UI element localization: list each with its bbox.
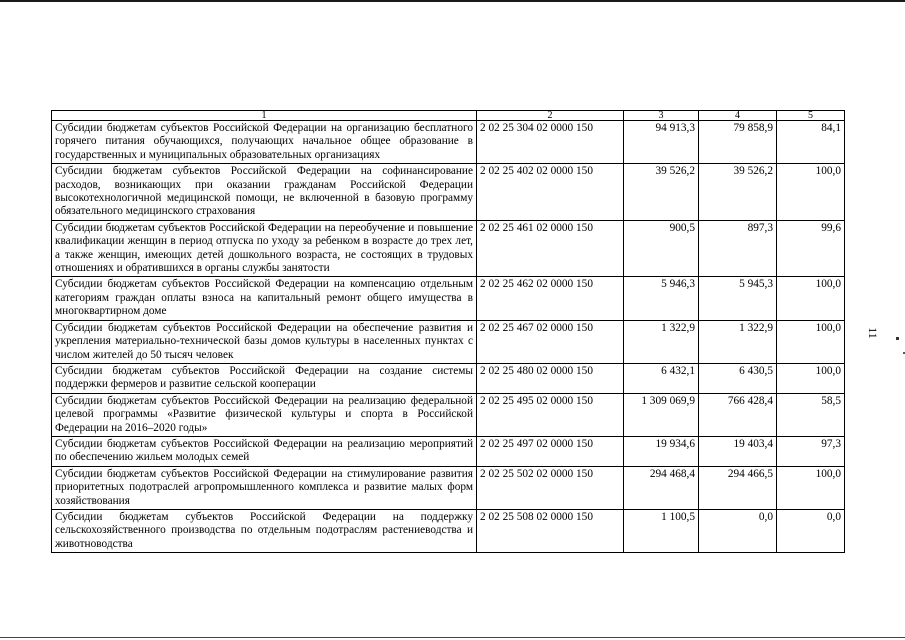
row-budget-code: 2 02 25 480 02 0000 150 (477, 363, 624, 393)
row-description: Субсидии бюджетам субъектов Российской Федерации на поддержку сельскохозяйственного производства по отдельным подотраслям растениеводства и животноводства (52, 509, 477, 552)
page-number: 11 (866, 327, 880, 339)
row-description: Субсидии бюджетам субъектов Российской Федерации на реализацию федеральной целевой программы «Развитие физической культуры и спорта в Российской Федерации на 2016–2020 годы» (52, 393, 477, 436)
row-value-col4: 0,0 (699, 509, 777, 552)
row-value-col5: 58,5 (777, 393, 845, 436)
row-value-col5: 100,0 (777, 164, 845, 221)
row-description: Субсидии бюджетам субъектов Российской Федерации на софинансирование расходов, возникающих при оказании гражданам Российской Федерации высокотехнологичной медицинской помощи, не включенной в базовую программу обязательного медицинского страхования (52, 164, 477, 221)
row-description: Субсидии бюджетам субъектов Российской Федерации на создание системы поддержки фермеров и развитие сельской кооперации (52, 363, 477, 393)
row-value-col4: 5 945,3 (699, 277, 777, 320)
row-value-col5: 97,3 (777, 436, 845, 466)
column-header: 4 (699, 111, 777, 121)
row-value-col3: 6 432,1 (624, 363, 699, 393)
row-description: Субсидии бюджетам субъектов Российской Федерации на переобучение и повышение квалификации женщин в период отпуска по уходу за ребенком в возрасте до трех лет, а также женщин, имеющих детей дошкольного возраста, не состоящих в трудовых отношениях и обратившихся в органы службы занятости (52, 220, 477, 277)
row-value-col3: 19 934,6 (624, 436, 699, 466)
row-budget-code: 2 02 25 502 02 0000 150 (477, 466, 624, 509)
scan-edge-mark (896, 337, 899, 340)
scan-top-border (0, 0, 905, 2)
row-value-col4: 6 430,5 (699, 363, 777, 393)
row-value-col3: 900,5 (624, 220, 699, 277)
row-description: Субсидии бюджетам субъектов Российской Федерации на стимулирование развития приоритетных подотраслей агропромышленного комплекса и развитие малых форм хозяйствования (52, 466, 477, 509)
row-value-col5: 99,6 (777, 220, 845, 277)
row-value-col4: 19 403,4 (699, 436, 777, 466)
table-row (52, 164, 845, 221)
row-value-col4: 1 322,9 (699, 320, 777, 363)
budget-table (51, 110, 845, 553)
row-value-col5: 84,1 (777, 121, 845, 164)
row-budget-code: 2 02 25 402 02 0000 150 (477, 164, 624, 221)
row-value-col5: 100,0 (777, 277, 845, 320)
column-header: 2 (477, 111, 624, 121)
table-row (52, 466, 845, 509)
table-row (52, 277, 845, 320)
column-header: 5 (777, 111, 845, 121)
row-value-col3: 1 100,5 (624, 509, 699, 552)
row-value-col5: 100,0 (777, 363, 845, 393)
table-header-row (52, 111, 845, 121)
table-row (52, 220, 845, 277)
row-value-col5: 0,0 (777, 509, 845, 552)
row-value-col5: 100,0 (777, 320, 845, 363)
row-value-col5: 100,0 (777, 466, 845, 509)
row-value-col4: 79 858,9 (699, 121, 777, 164)
row-value-col4: 897,3 (699, 220, 777, 277)
row-value-col3: 94 913,3 (624, 121, 699, 164)
row-description: Субсидии бюджетам субъектов Российской Федерации на реализацию мероприятий по обеспечению жильем молодых семей (52, 436, 477, 466)
table-row (52, 509, 845, 552)
column-header: 1 (52, 111, 477, 121)
row-value-col4: 294 466,5 (699, 466, 777, 509)
row-value-col3: 5 946,3 (624, 277, 699, 320)
row-value-col4: 766 428,4 (699, 393, 777, 436)
row-budget-code: 2 02 25 467 02 0000 150 (477, 320, 624, 363)
row-budget-code: 2 02 25 461 02 0000 150 (477, 220, 624, 277)
row-budget-code: 2 02 25 462 02 0000 150 (477, 277, 624, 320)
table-row (52, 436, 845, 466)
row-value-col3: 1 322,9 (624, 320, 699, 363)
row-description: Субсидии бюджетам субъектов Российской Федерации на компенсацию отдельным категориям граждан оплаты взноса на капитальный ремонт общего имущества в многоквартирном доме (52, 277, 477, 320)
row-value-col3: 294 468,4 (624, 466, 699, 509)
row-description: Субсидии бюджетам субъектов Российской Федерации на обеспечение развития и укрепления материально-технической базы домов культуры в населенных пунктах с числом жителей до 50 тысяч человек (52, 320, 477, 363)
table-row (52, 363, 845, 393)
row-budget-code: 2 02 25 497 02 0000 150 (477, 436, 624, 466)
row-value-col3: 39 526,2 (624, 164, 699, 221)
scan-bottom-border (0, 637, 905, 638)
row-budget-code: 2 02 25 508 02 0000 150 (477, 509, 624, 552)
row-description: Субсидии бюджетам субъектов Российской Федерации на организацию бесплатного горячего питания обучающихся, получающих начальное общее образование в государственных и муниципальных образовательных организациях (52, 121, 477, 164)
row-value-col4: 39 526,2 (699, 164, 777, 221)
table-row (52, 393, 845, 436)
table-row (52, 320, 845, 363)
row-budget-code: 2 02 25 304 02 0000 150 (477, 121, 624, 164)
row-value-col3: 1 309 069,9 (624, 393, 699, 436)
column-header: 3 (624, 111, 699, 121)
row-budget-code: 2 02 25 495 02 0000 150 (477, 393, 624, 436)
table-row (52, 121, 845, 164)
